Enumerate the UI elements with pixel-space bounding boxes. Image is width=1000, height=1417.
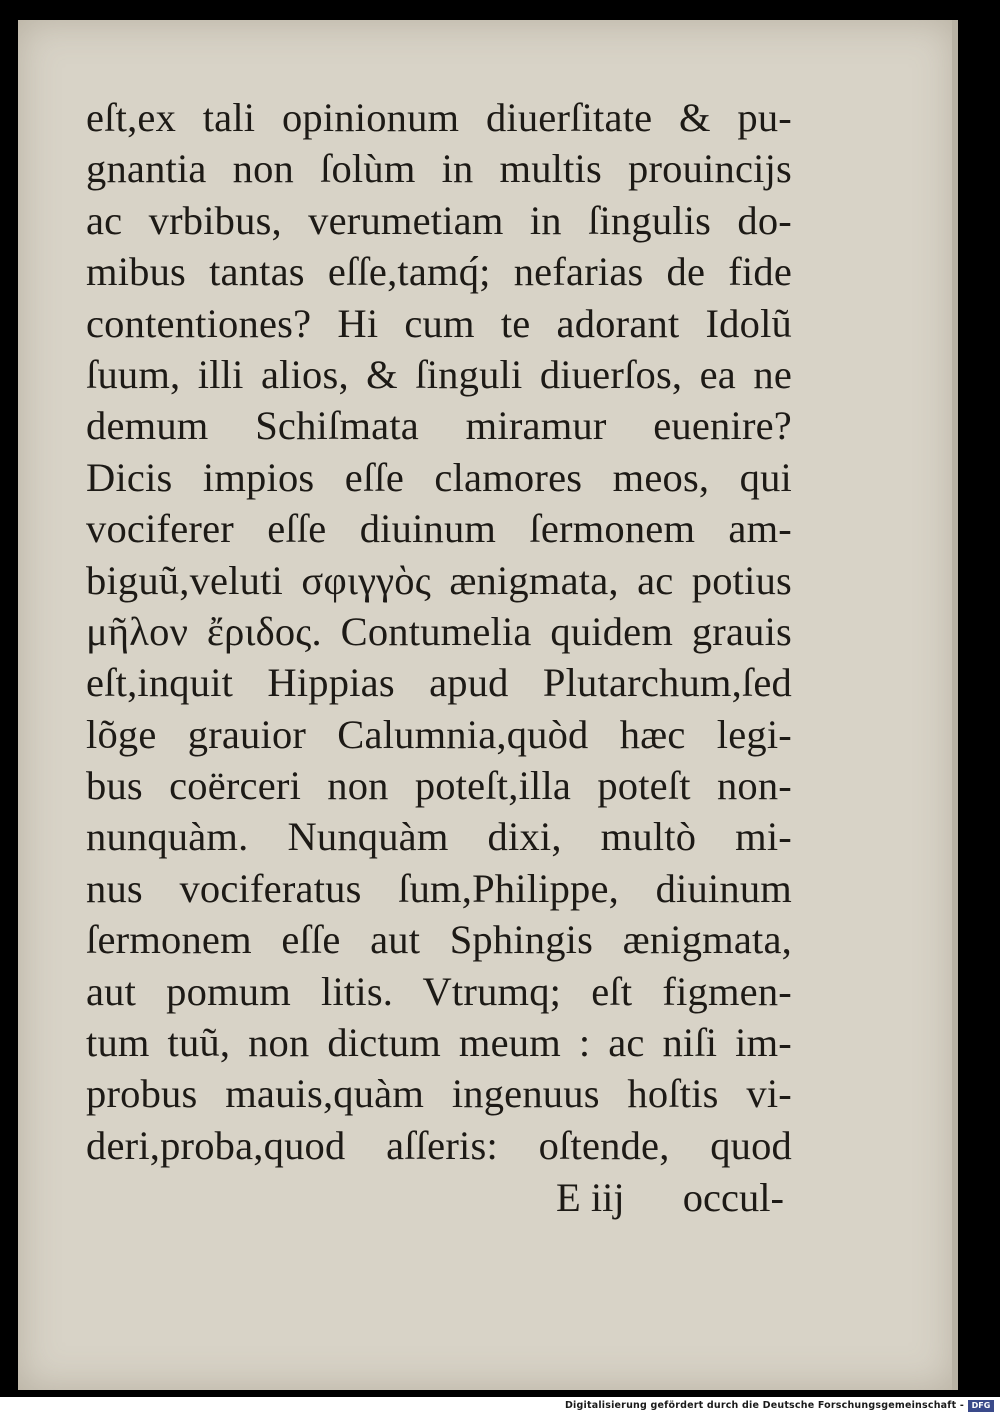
text-line: Dicis impios eſſe clamores meos, qui	[86, 454, 792, 500]
text-line: eſt,inquit Hippias apud Plutarchum,ſed	[86, 660, 792, 706]
text-line: bus coërceri non poteſt,illa poteſt non-	[86, 763, 792, 809]
text-line: mibus tantas eſſe,tamq́; nefarias de fide	[86, 249, 792, 295]
text-line: probus mauis,quàm ingenuus hoſtis vi-	[86, 1071, 792, 1117]
body-text	[86, 92, 792, 1171]
text-line: eſt,ex tali opinionum diuerſitate & pu-	[86, 95, 792, 140]
text-line: lõge grauior Calumnia,quòd hæc legi-	[86, 711, 792, 757]
text-line: vociferer eſſe diuinum ſermonem am-	[86, 506, 792, 552]
dfg-logo: DFG	[968, 1400, 994, 1412]
text-line: μῆλον ἔριδος. Contumelia quidem grauis	[86, 608, 792, 654]
text-line: demum Schiſmata miramur euenire?	[86, 403, 792, 449]
page-footer	[86, 1168, 792, 1228]
text-line: biguũ,veluti σφιγγὸς ænigmata, ac potius	[86, 557, 792, 603]
text-line: gnantia non ſolùm in multis prouincijs	[86, 146, 792, 192]
page-edge	[952, 20, 958, 1390]
text-line: nunquàm. Nunquàm dixi, multò mi-	[86, 814, 792, 860]
text-line: contentiones? Hi cum te adorant Idolũ	[86, 300, 792, 346]
funding-credit: Digitalisierung gefördert durch die Deutsche Forschungsgemeinschaft -	[564, 1400, 964, 1411]
text-line: ſermonem eſſe aut Sphingis ænigmata,	[86, 917, 792, 963]
text-line: aut pomum litis. Vtrumq; eſt figmen-	[86, 968, 792, 1014]
catchword: occul-	[682, 1175, 784, 1220]
signature-mark: E iij	[556, 1175, 625, 1220]
text-line: nus vociferatus ſum,Philippe, diuinum	[86, 865, 792, 911]
text-line: ſuum, illi alios, & ſinguli diuerſos, ea ne	[86, 351, 792, 397]
text-line: ac vrbibus, verumetiam in ſingulis do-	[86, 197, 792, 243]
text-line: deri,proba,quod aſſeris: oſtende, quod	[86, 1122, 792, 1168]
text-line: tum tuũ, non dictum meum : ac niſi im-	[86, 1020, 792, 1066]
